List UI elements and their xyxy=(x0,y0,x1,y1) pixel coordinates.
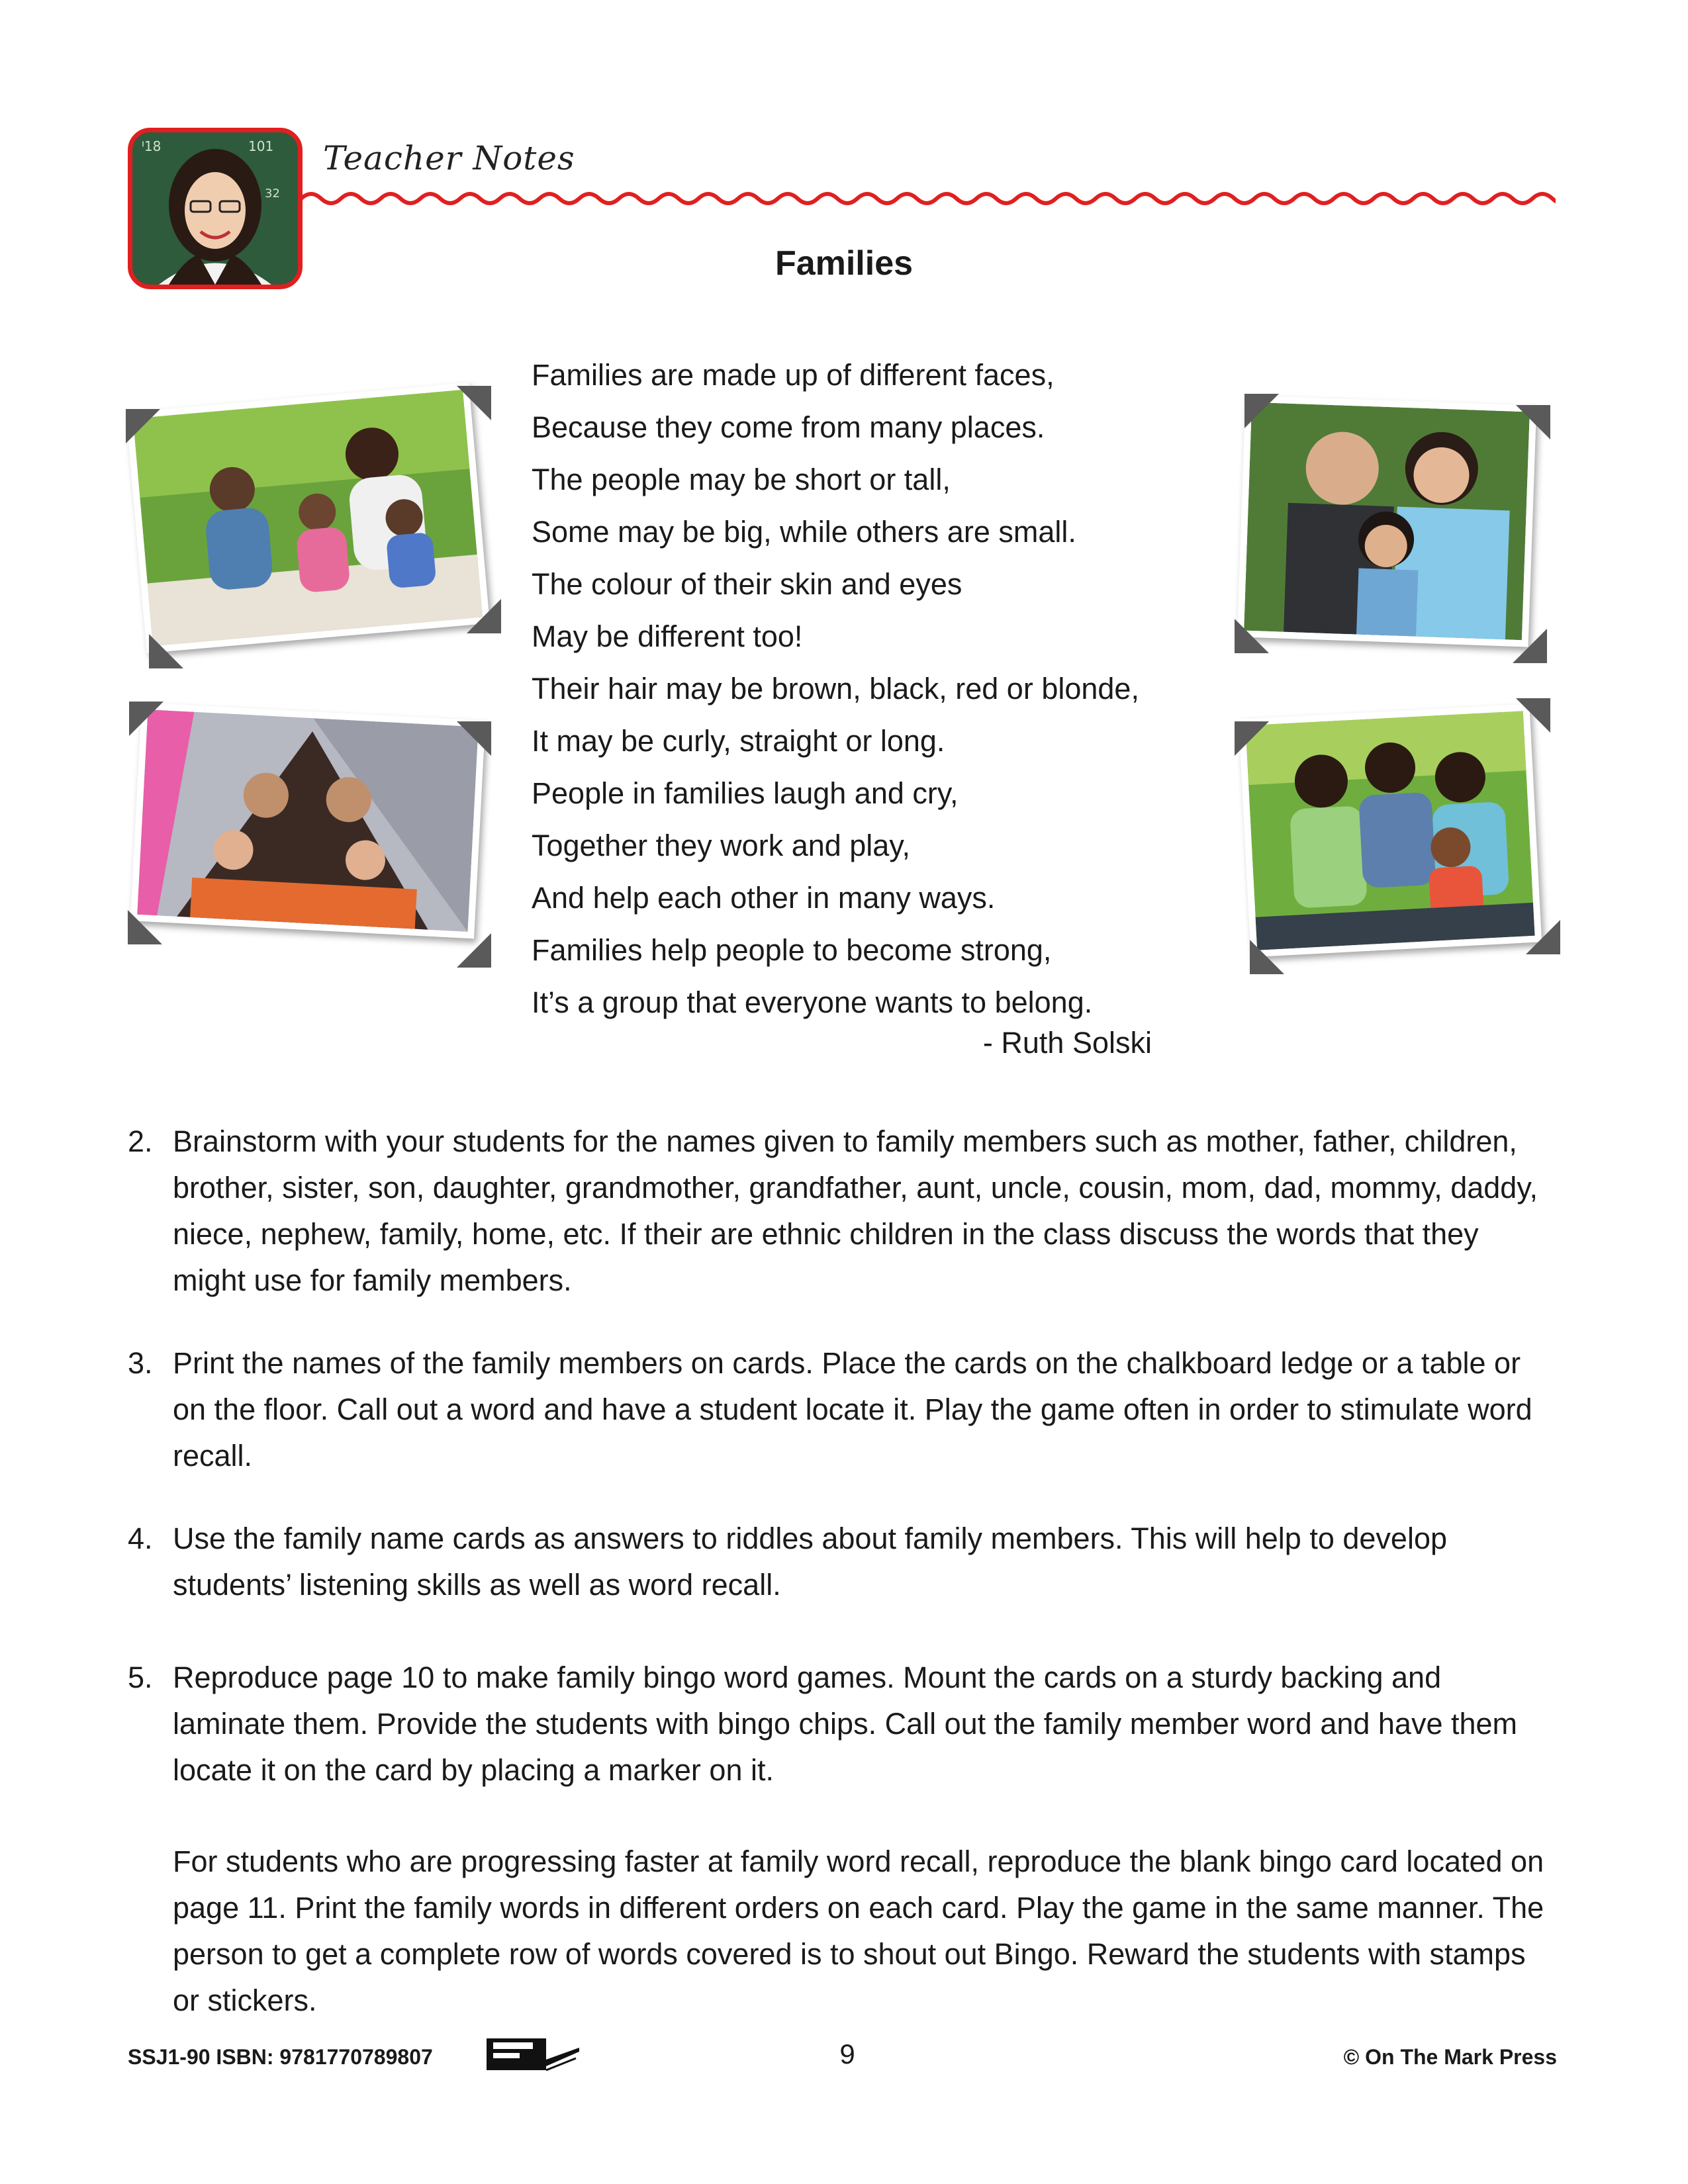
photo-corner-icon xyxy=(1250,940,1284,974)
page-number: 9 xyxy=(839,2038,855,2070)
poem-line: Families are made up of different faces, xyxy=(532,358,1055,392)
photo-corner-icon xyxy=(126,409,160,443)
footer-copyright: © On The Mark Press xyxy=(1343,2045,1557,2069)
poem-line: Some may be big, while others are small. xyxy=(532,515,1076,549)
poem-line: People in families laugh and cry, xyxy=(532,776,959,810)
instruction-paragraph xyxy=(128,1839,1558,2024)
item-number: 2. xyxy=(128,1124,153,1158)
wavy-divider xyxy=(301,187,1556,210)
photo-corner-icon xyxy=(1516,405,1550,439)
poem-line: And help each other in many ways. xyxy=(532,881,996,915)
photo-corner-icon xyxy=(1235,619,1269,653)
instruction-item xyxy=(128,1118,1558,1304)
poem-line: The colour of their skin and eyes xyxy=(532,567,962,601)
photo-corner-icon xyxy=(128,910,162,944)
page-title: Families xyxy=(774,244,914,283)
item-text: Use the family name cards as answers to riddles about family members. This will help to develop students’ listening skills as well as word recall. xyxy=(173,1522,1448,1602)
family-photo-park xyxy=(1239,704,1542,958)
footer-isbn: SSJ1-90 ISBN: 9781770789807 xyxy=(128,2045,433,2069)
photo-corner-icon xyxy=(457,721,491,756)
family-photo-picnic xyxy=(126,383,490,653)
item-number: 4. xyxy=(128,1522,153,1555)
instruction-item xyxy=(128,1516,1558,1608)
poem-line: It’s a group that everyone wants to belong. xyxy=(532,985,1093,1019)
svg-text:32: 32 xyxy=(265,187,280,201)
poem-line: The people may be short or tall, xyxy=(532,463,951,496)
photo-corner-icon xyxy=(1244,394,1279,428)
item-number: 5. xyxy=(128,1661,153,1694)
svg-text:101: 101 xyxy=(248,138,274,154)
poem-line: It may be curly, straight or long. xyxy=(532,724,945,758)
section-label: Teacher Notes xyxy=(323,139,575,177)
photocopier-icon xyxy=(483,2033,583,2073)
poem-author: - Ruth Solski xyxy=(982,1026,1152,1060)
item-number: 3. xyxy=(128,1346,153,1380)
instruction-item xyxy=(128,1655,1558,1794)
item-text: Print the names of the family members on cards. Place the cards on the chalkboard ledge or a table or on the floor. Call out a word and have a student locate it. Play the game often in order to stimulate word recall. xyxy=(173,1346,1532,1473)
photo-corner-icon xyxy=(1513,629,1547,663)
svg-text:ᑊ18: ᑊ18 xyxy=(142,138,162,154)
poem xyxy=(532,349,1233,1028)
photo-corner-icon xyxy=(149,634,183,668)
poem-line: Because they come from many places. xyxy=(532,410,1045,444)
poem-line: Their hair may be brown, black, red or blonde, xyxy=(532,672,1139,705)
poem-line: May be different too! xyxy=(532,619,803,653)
instruction-item xyxy=(128,1340,1558,1479)
item-text: For students who are progressing faster at family word recall, reproduce the blank bingo card located on page 11. Print the family words in different orders on each card. Play the game in the same manner. The person to get a complete row of words covered is to shout out Bingo. Reward the students with stamps or stickers. xyxy=(173,1844,1544,2017)
item-text: Reproduce page 10 to make family bingo word games. Mount the cards on a sturdy backing and laminate them. Provide the students with bingo chips. Call out the family member word and have them locate it on the card by placing a marker on it. xyxy=(173,1661,1518,1787)
photo-corner-icon xyxy=(1235,721,1269,756)
poem-line: Together they work and play, xyxy=(532,829,910,862)
photo-corner-icon xyxy=(467,599,501,633)
photo-corner-icon xyxy=(129,702,164,736)
poem-line: Families help people to become strong, xyxy=(532,933,1052,967)
family-photo-portrait xyxy=(1237,395,1536,647)
photo-corner-icon xyxy=(457,386,491,420)
photo-corner-icon xyxy=(1516,698,1550,733)
item-text: Brainstorm with your students for the names given to family members such as mother, father, children, brother, sister, son, daughter, grandmother, grandfather, aunt, uncle, cousin, mom, dad, mommy, daddy, niece, nephew, family, home, etc. If their are ethnic children in the class discuss the words that they might use for family members. xyxy=(173,1124,1538,1297)
photo-corner-icon xyxy=(457,933,491,968)
family-photo-tent xyxy=(130,703,486,939)
photo-corner-icon xyxy=(1526,920,1560,954)
